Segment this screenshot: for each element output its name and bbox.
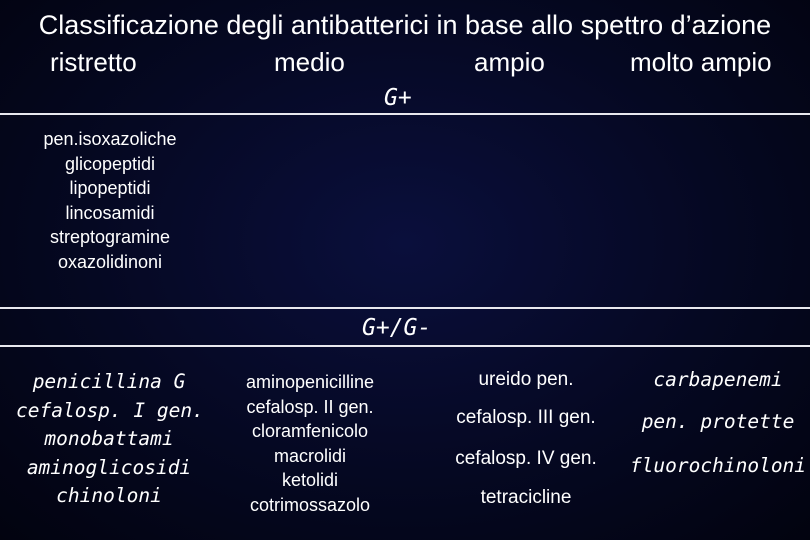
slide-title: Classificazione degli antibatterici in base allo spettro d’azione [38, 10, 772, 40]
list-item: cotrimossazolo [249, 494, 371, 515]
list-item: streptogramine [49, 227, 171, 247]
list-item: cefalosp. I gen. [16, 398, 204, 422]
list-item: tetracicline [480, 487, 572, 508]
list-item: penicillina G [32, 370, 186, 393]
list-item: pen.isoxazoliche [43, 129, 177, 149]
band-label-gram-both: G+/G- [362, 315, 432, 341]
list-item: cefalosp. II gen. [246, 396, 374, 417]
gram-positive-drug-list [10, 127, 210, 274]
list-item: lipopeptidi [69, 178, 151, 198]
list-item: monobattami [44, 427, 174, 450]
list-item: aminopenicilline [245, 372, 375, 392]
list-item: chinoloni [56, 484, 162, 507]
divider-lower [0, 345, 810, 347]
list-item: cefalosp. IV gen. [455, 448, 597, 469]
medio-drug-list [222, 370, 398, 518]
list-item: fluorochinoloni [629, 454, 807, 477]
divider-top [0, 113, 810, 115]
list-item: ureido pen. [478, 369, 574, 390]
list-item: cefalosp. III gen. [456, 407, 596, 428]
divider-middle [0, 307, 810, 309]
list-item: cloramfenicolo [251, 421, 369, 442]
column-header-ristretto: ristretto [50, 47, 137, 77]
column-header-medio: medio [274, 47, 345, 77]
list-item: pen. protette [641, 410, 795, 433]
list-item: macrolidi [273, 445, 347, 466]
list-item: lincosamidi [65, 202, 155, 223]
list-item: oxazolidinoni [57, 251, 163, 272]
list-item: aminoglicosidi [26, 455, 192, 479]
ristretto-drug-list [16, 368, 202, 511]
list-item: ketolidi [281, 470, 339, 491]
column-header-ampio: ampio [474, 47, 545, 77]
list-item: glicopeptidi [64, 153, 156, 174]
list-item: carbapenemi [653, 368, 783, 391]
band-label-gram-positive: G+ [384, 85, 412, 111]
column-header-molto-ampio: molto ampio [630, 47, 772, 77]
